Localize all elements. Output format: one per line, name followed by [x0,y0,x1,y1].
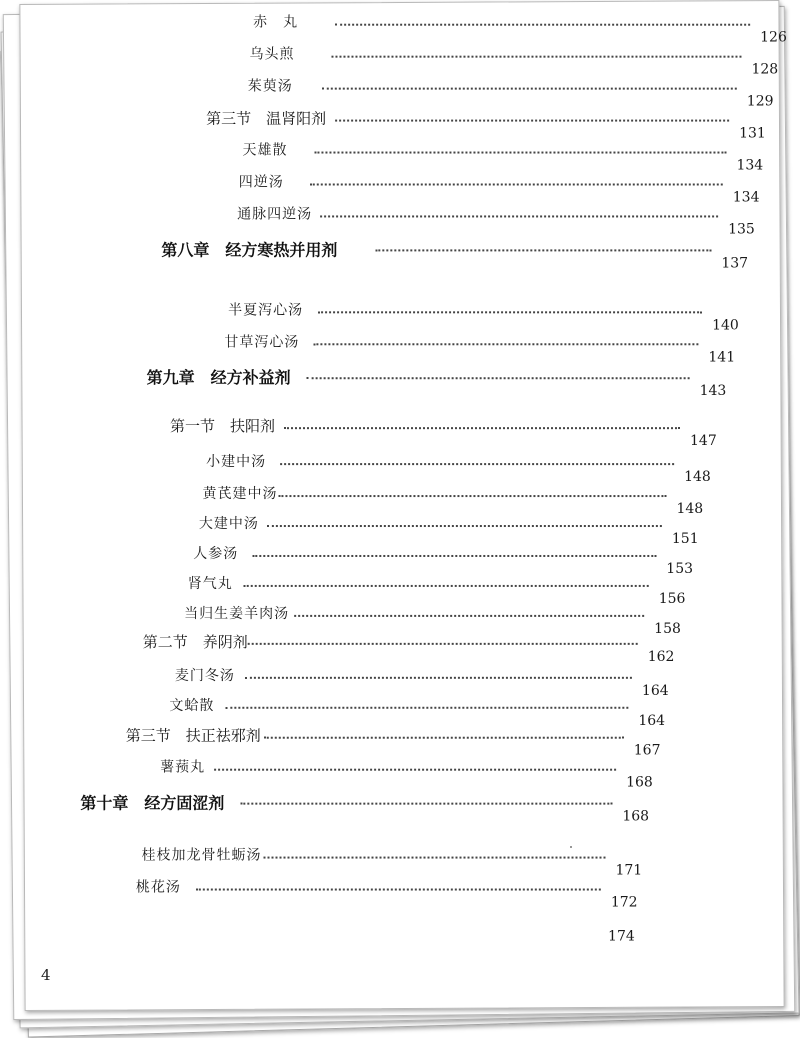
dot-leader [335,24,750,26]
toc-entry [11,695,751,729]
dot-leader [320,215,718,217]
toc-entry [45,44,785,78]
toc-entry [2,877,742,911]
dot-leader [263,857,605,859]
toc-entry-title: 薯蓣丸 [160,759,206,776]
toc-page-number: 148 [676,501,704,518]
dot-leader [196,889,601,891]
toc-page-number: 164 [641,682,669,699]
dot-leader [314,152,726,154]
toc-entry-title: 当归生姜羊肉汤 [184,605,290,622]
dot-leader [248,643,638,645]
toc-page-number: 126 [760,29,787,46]
toc-page-number: 128 [751,61,779,78]
dot-leader [280,463,674,465]
dot-leader [267,525,662,527]
toc-page-number: 151 [671,531,699,548]
toc-page-number: 140 [712,317,739,334]
toc-entry-title: 天雄散 [242,142,288,159]
toc-page-number: 143 [699,383,727,400]
toc-section-entry [26,415,766,449]
dot-leader [331,56,741,58]
toc-entry [37,203,777,237]
toc-page-number: 158 [654,620,681,637]
dot-leader [240,803,612,805]
toc-page-number: 134 [732,189,760,206]
dot-leader [278,495,666,497]
toc-entry [18,573,758,607]
toc-entry-title: 甘草泻心汤 [224,334,300,351]
dot-leader [318,311,702,313]
toc-page-number: 129 [746,93,774,110]
dot-leader [310,183,723,185]
toc-entry [39,171,779,205]
toc-entry-title: 赤 丸 [253,14,299,31]
toc-chapter-entry [29,365,769,399]
toc-page-number: 135 [728,221,755,238]
toc-entry [40,140,780,174]
dot-leader [252,555,656,557]
toc-page-number: 153 [666,560,694,577]
toc-entry-title: 第一节 扶阳剂 [170,417,276,436]
toc-entry [0,910,740,944]
toc-page-number: 148 [684,469,711,486]
toc-entry [32,299,772,333]
toc-entry [30,331,770,365]
toc-entry-title: 第九章 经方补益剂 [146,368,291,388]
toc-entry [21,513,761,547]
toc-entry-title: 麦门冬汤 [174,667,235,684]
toc-entry-title: 桃花汤 [135,879,181,896]
toc-page-number: 167 [633,742,661,759]
toc-entry-title: 茱萸汤 [247,78,293,95]
dot-leader [375,249,711,251]
dot-leader [245,677,632,679]
toc-chapter-entry [35,237,775,271]
toc-section-entry [10,725,750,759]
toc-page-number: 164 [638,712,666,729]
toc-entry-title: 第二节 养阴剂 [142,632,248,651]
dot-leader [322,88,737,90]
toc-entry-title: 乌头煎 [249,46,295,63]
toc-page-number: 168 [626,774,653,791]
toc-page-number: 147 [690,433,717,450]
toc-entry-title: 文蛤散 [169,697,215,714]
toc-page-number: 134 [736,157,764,174]
toc-entry [3,845,743,879]
dot-leader [307,377,690,379]
toc-section-entry [42,108,782,142]
dot-leader [335,120,729,122]
toc-page-number: 131 [739,125,766,142]
toc-entry [44,76,784,110]
toc-entry [13,665,753,699]
toc-page-number: 172 [610,894,638,911]
toc-entry-title: 四逆汤 [238,174,284,191]
dot-leader [244,585,649,587]
toc-entry [24,451,764,485]
toc-entry [19,543,759,577]
toc-page-number: 168 [622,808,650,825]
toc-entry [8,757,748,791]
toc-entry-title: 半夏泻心汤 [228,302,304,319]
toc-section-entry [15,631,755,665]
toc-entry-title: 第十章 经方固涩剂 [80,793,225,813]
paper-speck [570,846,572,848]
page-folio-number: 4 [41,966,51,984]
toc-entry [47,12,787,46]
toc-page-number: 137 [721,255,749,272]
toc-entry-title: 第三节 温肾阳剂 [206,109,327,128]
dot-leader [214,769,616,771]
toc-entry-title: 黄芪建中汤 [202,486,278,503]
toc-entry-title: 肾气丸 [187,575,233,592]
toc-page-number: 171 [615,862,643,879]
dot-leader [284,427,680,429]
toc-entry-title: 通脉四逆汤 [237,206,313,223]
toc-entry-title: 人参汤 [193,545,239,562]
dot-leader [313,343,698,345]
toc-page-number: 156 [658,590,686,607]
toc-page-number: 174 [608,928,635,945]
toc-page-number: 162 [647,648,675,665]
toc-entry-title: 第八章 经方寒热并用剂 [161,240,338,260]
toc-chapter-entry [6,791,746,825]
dot-leader [225,707,628,709]
toc-entry-title: 桂枝加龙骨牡蛎汤 [141,847,262,864]
toc-entry-title: 第三节 扶正祛邪剂 [125,726,261,745]
dot-leader [294,615,644,617]
toc-entry-title: 小建中汤 [206,454,267,471]
toc-page-number: 141 [708,349,736,366]
toc-entry [22,483,762,517]
toc-entry-title: 大建中汤 [198,516,259,533]
dot-leader [264,737,624,739]
